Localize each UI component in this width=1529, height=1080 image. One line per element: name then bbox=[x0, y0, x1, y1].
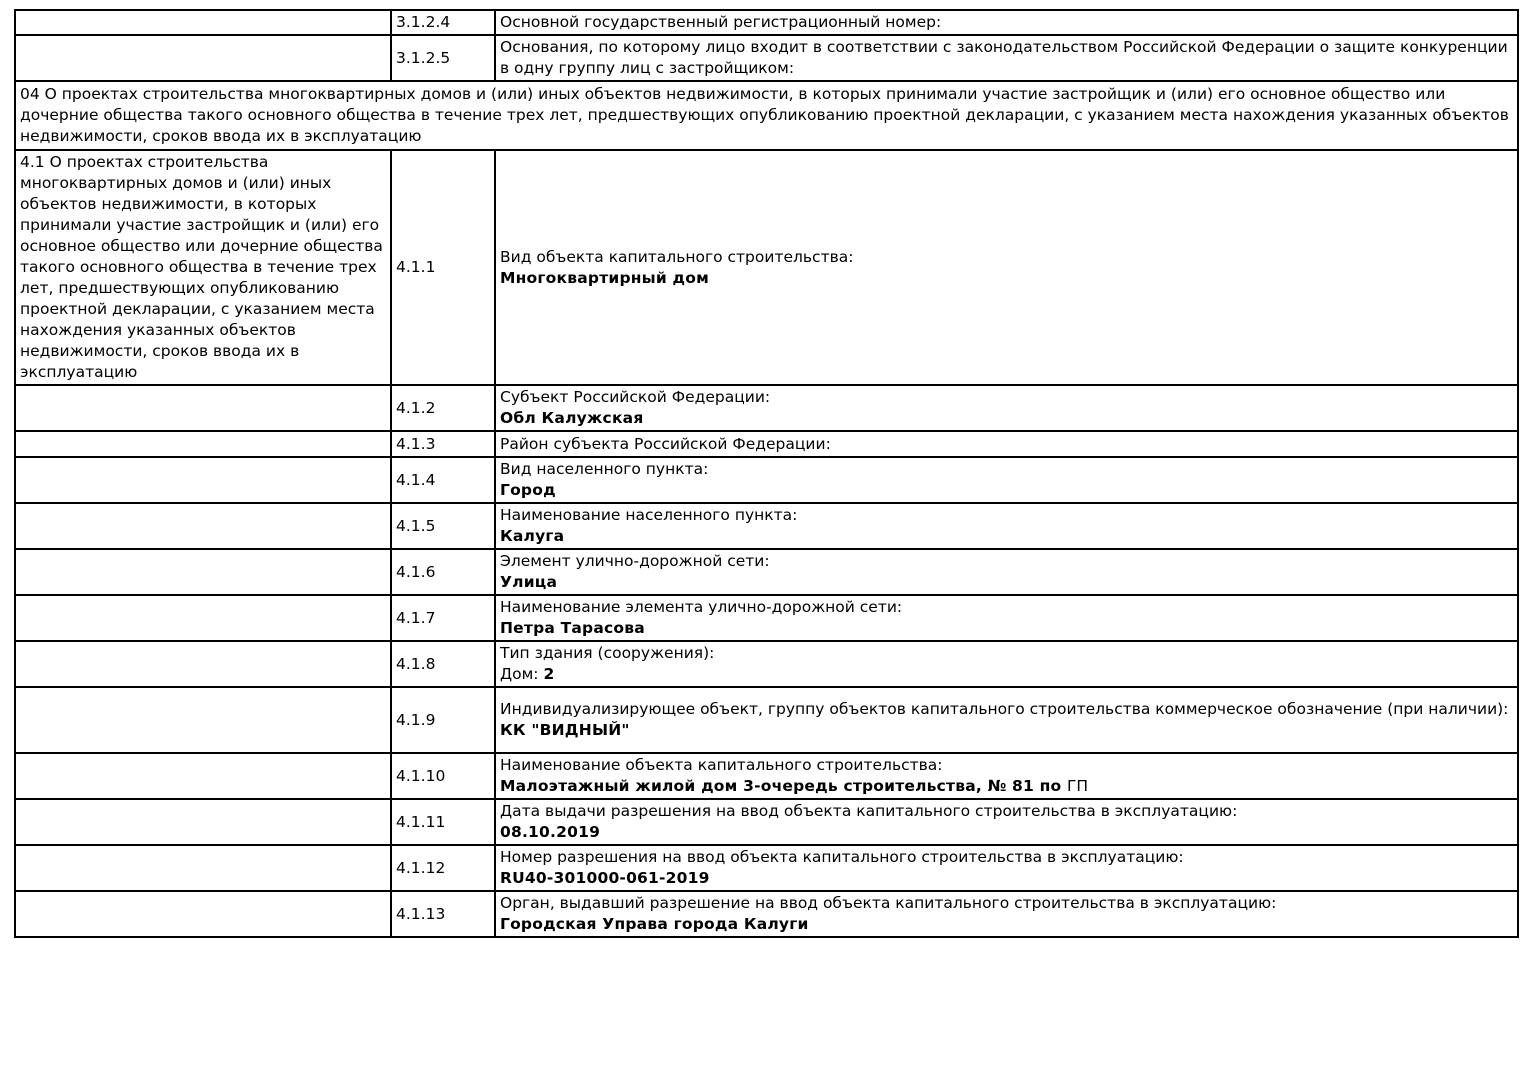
row-content-cell bbox=[495, 150, 1518, 385]
row-content-cell bbox=[495, 503, 1518, 549]
row-content-cell bbox=[495, 457, 1518, 503]
row-code-cell: 4.1.1 bbox=[391, 150, 495, 385]
section-header: 04 О проектах строительства многоквартирных домов и (или) иных объектов недвижимости, в которых принимали участие застройщик и (или) его основное общество или дочерние общества такого основного общества в течение трех лет, предшествующих опубликованию проектной декларации, с указанием места нахождения указанных объектов недвижимости, сроков ввода их в эксплуатацию bbox=[15, 81, 1518, 150]
row-code-cell: 4.1.2 bbox=[391, 385, 495, 431]
table-row bbox=[15, 799, 1518, 845]
row-note: 4.1 О проектах строительства многоквартирных домов и (или) иных объектов недвижимости, в которых принимали участие застройщик и (или) его основное общество или дочерние общества такого основного общества в течение трех лет, предшествующих опубликованию проектной декларации, с указанием места нахождения указанных объектов недвижимости, сроков ввода их в эксплуатацию bbox=[20, 153, 383, 381]
row-label: Основания, по которому лицо входит в соответствии с законодательством Российской Федерации о защите конкуренции в одну группу лиц с застройщиком: bbox=[500, 38, 1508, 77]
table-row bbox=[15, 431, 1518, 457]
table-row bbox=[15, 891, 1518, 937]
row-content-cell bbox=[495, 799, 1518, 845]
row-note-cell bbox=[15, 457, 391, 503]
row-value: RU40-301000-061-2019 bbox=[500, 869, 710, 887]
row-code-cell: 3.1.2.5 bbox=[391, 35, 495, 81]
row-value: Городская Управа города Калуги bbox=[500, 915, 809, 933]
table-row bbox=[15, 385, 1518, 431]
row-content-cell bbox=[495, 845, 1518, 891]
row-label: Наименование объекта капитального строительства: bbox=[500, 756, 943, 774]
table-row bbox=[15, 150, 1518, 385]
row-note-cell bbox=[15, 891, 391, 937]
row-code-cell: 4.1.12 bbox=[391, 845, 495, 891]
row-content-cell bbox=[495, 687, 1518, 753]
row-label: Дата выдачи разрешения на ввод объекта капитального строительства в эксплуатацию: bbox=[500, 802, 1238, 820]
table-row bbox=[15, 549, 1518, 595]
row-note-cell bbox=[15, 595, 391, 641]
table-row bbox=[15, 595, 1518, 641]
row-value: КК "ВИДНЫЙ" bbox=[500, 721, 630, 739]
row-value: Малоэтажный жилой дом 3-очередь строительства, № 81 по ГП bbox=[500, 777, 1089, 795]
row-code-cell: 4.1.3 bbox=[391, 431, 495, 457]
table-row bbox=[15, 753, 1518, 799]
row-note-cell bbox=[15, 845, 391, 891]
table-row bbox=[15, 10, 1518, 35]
row-note-cell bbox=[15, 753, 391, 799]
section-header-row bbox=[15, 81, 1518, 150]
row-note-cell bbox=[15, 503, 391, 549]
row-code-cell: 4.1.11 bbox=[391, 799, 495, 845]
table-row bbox=[15, 845, 1518, 891]
row-content-cell bbox=[495, 891, 1518, 937]
row-note-cell bbox=[15, 150, 391, 385]
row-value: Обл Калужская bbox=[500, 409, 644, 427]
row-content-cell bbox=[495, 549, 1518, 595]
table-row bbox=[15, 641, 1518, 687]
row-label: Район субъекта Российской Федерации: bbox=[500, 434, 831, 453]
row-content-cell bbox=[495, 385, 1518, 431]
row-content-cell bbox=[495, 753, 1518, 799]
row-note-cell bbox=[15, 431, 391, 457]
row-code-cell: 4.1.5 bbox=[391, 503, 495, 549]
row-code-cell: 4.1.13 bbox=[391, 891, 495, 937]
row-code-cell: 4.1.6 bbox=[391, 549, 495, 595]
row-note-cell bbox=[15, 549, 391, 595]
row-code-cell: 4.1.8 bbox=[391, 641, 495, 687]
row-content-cell bbox=[495, 641, 1518, 687]
row-code-cell: 4.1.7 bbox=[391, 595, 495, 641]
row-note-cell bbox=[15, 641, 391, 687]
row-code-cell: 4.1.10 bbox=[391, 753, 495, 799]
row-label: Индивидуализирующее объект, группу объектов капитального строительства коммерческое обозначение (при наличии): bbox=[500, 700, 1509, 718]
row-value: Улица bbox=[500, 573, 558, 591]
table-row bbox=[15, 687, 1518, 753]
row-content-cell bbox=[495, 35, 1518, 81]
row-value: Многоквартирный дом bbox=[500, 268, 709, 287]
row-note-cell bbox=[15, 35, 391, 81]
row-label: Наименование населенного пункта: bbox=[500, 506, 798, 524]
table-row bbox=[15, 503, 1518, 549]
row-value: Петра Тарасова bbox=[500, 619, 645, 637]
row-note-cell bbox=[15, 687, 391, 753]
table-row bbox=[15, 457, 1518, 503]
declaration-table bbox=[14, 9, 1519, 938]
row-value: Город bbox=[500, 481, 556, 499]
row-label: Основной государственный регистрационный номер: bbox=[500, 13, 942, 31]
row-content-cell bbox=[495, 10, 1518, 35]
row-label: Вид объекта капитального строительства: bbox=[500, 247, 854, 266]
row-value: Дом: 2 bbox=[500, 665, 555, 683]
row-label: Вид населенного пункта: bbox=[500, 460, 709, 478]
row-code-cell: 3.1.2.4 bbox=[391, 10, 495, 35]
row-code-cell: 4.1.4 bbox=[391, 457, 495, 503]
row-label: Номер разрешения на ввод объекта капитального строительства в эксплуатацию: bbox=[500, 848, 1184, 866]
row-label: Субъект Российской Федерации: bbox=[500, 388, 771, 406]
row-value: 08.10.2019 bbox=[500, 823, 601, 841]
row-label: Наименование элемента улично-дорожной сети: bbox=[500, 598, 903, 616]
row-label: Тип здания (сооружения): bbox=[500, 644, 715, 662]
row-note-cell bbox=[15, 10, 391, 35]
row-note-cell bbox=[15, 799, 391, 845]
row-content-cell bbox=[495, 431, 1518, 457]
row-label: Элемент улично-дорожной сети: bbox=[500, 552, 770, 570]
table-row bbox=[15, 35, 1518, 81]
row-code-cell: 4.1.9 bbox=[391, 687, 495, 753]
row-value: Калуга bbox=[500, 527, 565, 545]
row-content-cell bbox=[495, 595, 1518, 641]
row-note-cell bbox=[15, 385, 391, 431]
row-label: Орган, выдавший разрешение на ввод объекта капитального строительства в эксплуатацию: bbox=[500, 894, 1277, 912]
